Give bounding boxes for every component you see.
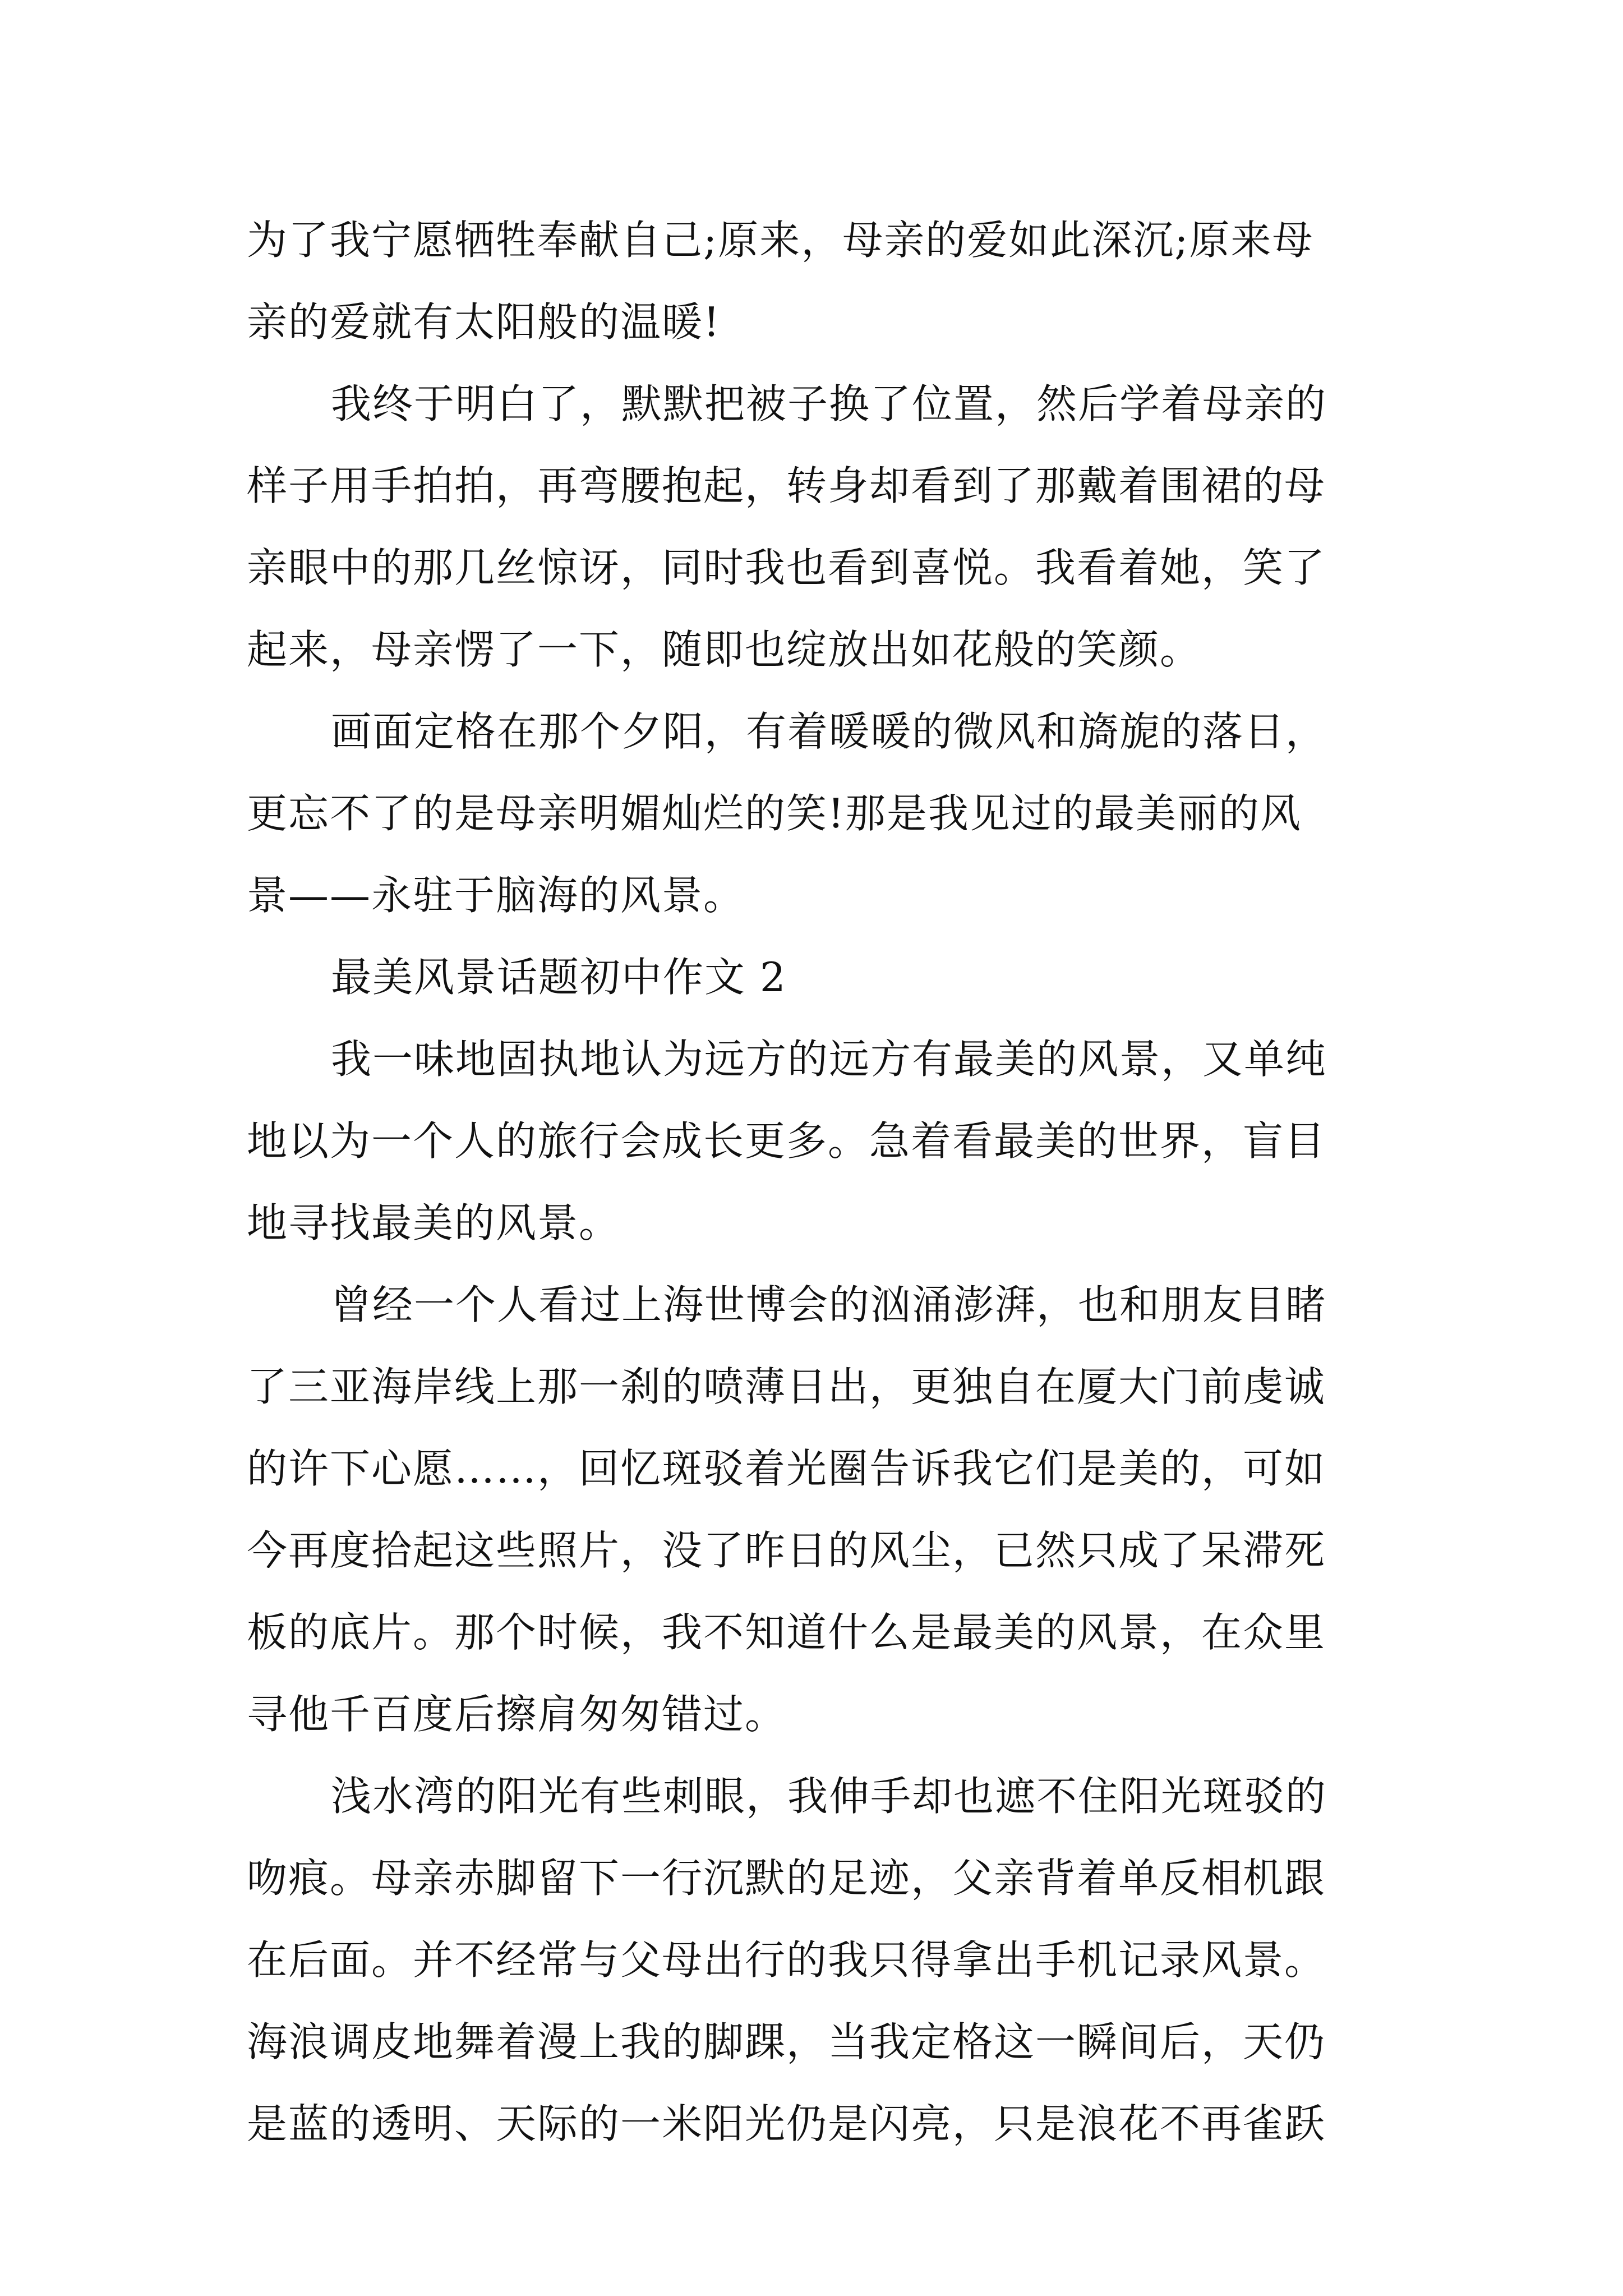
text-line: 亲的爱就有太阳般的温暖! <box>247 298 721 346</box>
text-line: 板的底片。那个时候，我不知道什么是最美的风景，在众里 <box>247 1609 1326 1656</box>
text-line: 今再度拾起这些照片，没了昨日的风尘，已然只成了呆滞死 <box>247 1527 1326 1574</box>
text-line: 海浪调皮地舞着漫上我的脚踝，当我定格这一瞬间后，天仍 <box>247 2018 1326 2065</box>
text-line: 在后面。并不经常与父母出行的我只得拿出手机记录风景。 <box>247 1936 1326 1984</box>
text-line: 更忘不了的是母亲明媚灿烂的笑!那是我见过的最美丽的风 <box>247 790 1302 837</box>
text-line: 为了我宁愿牺牲奉献自己;原来，母亲的爱如此深沉;原来母 <box>247 217 1314 264</box>
text-line: 吻痕。母亲赤脚留下一行沉默的足迹，父亲背着单反相机跟 <box>247 1855 1326 1902</box>
paragraph-first-line: 曾经一个人看过上海世博会的汹涌澎湃，也和朋友目睹 <box>331 1281 1327 1328</box>
section-heading: 最美风景话题初中作文 2 <box>331 954 787 1001</box>
text-line: 是蓝的透明、天际的一米阳光仍是闪亮，只是浪花不再雀跃 <box>247 2100 1326 2147</box>
text-line: 景——永驻于脑海的风景。 <box>247 872 745 919</box>
text-line: 起来，母亲愣了一下，随即也绽放出如花般的笑颜。 <box>247 626 1202 673</box>
text-line: 样子用手拍拍，再弯腰抱起，转身却看到了那戴着围裙的母 <box>247 462 1326 509</box>
text-line: 寻他千百度后擦肩匆匆错过。 <box>247 1691 787 1738</box>
paragraph-first-line: 画面定格在那个夕阳，有着暖暖的微风和旖旎的落日， <box>331 708 1327 755</box>
paragraph-first-line: 我一味地固执地认为远方的远方有最美的风景，又单纯 <box>331 1036 1327 1083</box>
text-line: 地寻找最美的风景。 <box>247 1199 621 1246</box>
text-line: 亲眼中的那几丝惊讶，同时我也看到喜悦。我看着她，笑了 <box>247 544 1326 591</box>
text-line: 了三亚海岸线上那一刹的喷薄日出，更独自在厦大门前虔诚 <box>247 1363 1326 1410</box>
text-line: 的许下心愿……，回忆斑驳着光圈告诉我它们是美的，可如 <box>247 1445 1326 1492</box>
document-body <box>247 199 1385 2165</box>
paragraph-first-line: 我终于明白了，默默把被子换了位置，然后学着母亲的 <box>331 380 1327 427</box>
paragraph-first-line: 浅水湾的阳光有些刺眼，我伸手却也遮不住阳光斑驳的 <box>331 1773 1327 1820</box>
text-line: 地以为一个人的旅行会成长更多。急着看最美的世界，盲目 <box>247 1117 1326 1165</box>
